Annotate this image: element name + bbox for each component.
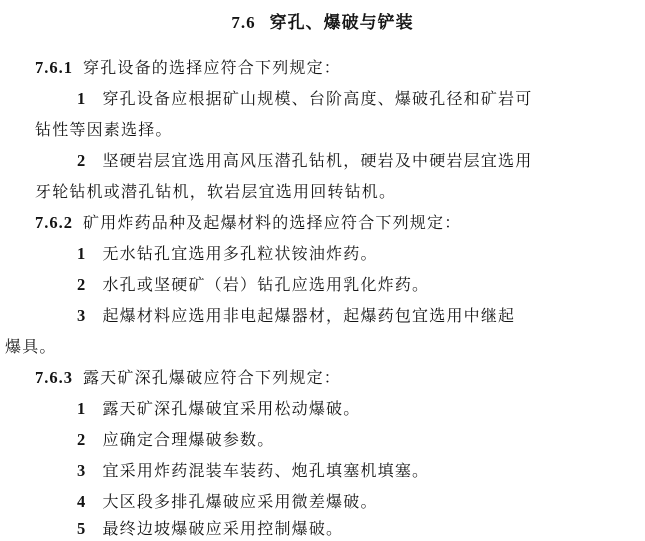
clause-number: 7.6.2: [35, 213, 73, 232]
list-item-continuation: [0, 181, 645, 203]
item-number: 1: [77, 244, 87, 263]
item-number: 4: [77, 492, 87, 511]
list-item: [0, 460, 645, 482]
item-text: 露天矿深孔爆破宜采用松动爆破。: [102, 399, 361, 418]
item-text: 坚硬岩层宜选用高风压潜孔钻机，硬岩及中硬岩层宜选用: [102, 151, 533, 170]
list-item: [0, 518, 645, 540]
item-text: 起爆材料应选用非电起爆器材，起爆药包宜选用中继起: [102, 306, 516, 325]
list-item: [0, 305, 645, 327]
list-item: [0, 274, 645, 296]
list-item: [0, 398, 645, 420]
list-item: [0, 150, 645, 172]
item-text: 宜采用炸药混装车装药、炮孔填塞机填塞。: [102, 461, 430, 480]
item-text: 穿孔设备应根据矿山规模、台阶高度、爆破孔径和矿岩可: [102, 89, 533, 108]
list-item: [0, 491, 645, 513]
clause-number: 7.6.3: [35, 368, 73, 387]
list-item-continuation: [0, 336, 645, 358]
section-title: 穿孔、爆破与铲装: [269, 13, 414, 33]
item-continuation-text: 牙轮钻机或潜孔钻机，软岩层宜选用回转钻机。: [35, 182, 397, 201]
section-number: 7.6: [231, 13, 256, 32]
item-number: 3: [77, 461, 87, 480]
item-number: 2: [77, 275, 87, 294]
item-number: 5: [77, 519, 87, 538]
item-text: 应确定合理爆破参数。: [102, 430, 275, 449]
clause-7-6-3: [0, 367, 645, 389]
clause-text: 穿孔设备的选择应符合下列规定：: [83, 58, 342, 77]
section-heading: [0, 8, 645, 33]
item-text: 大区段多排孔爆破应采用微差爆破。: [102, 492, 378, 511]
item-number: 3: [77, 306, 87, 325]
item-text: 最终边坡爆破应采用控制爆破。: [102, 519, 344, 538]
item-number: 1: [77, 399, 87, 418]
clause-7-6-2: [0, 212, 645, 234]
item-continuation-text: 爆具。: [5, 337, 57, 356]
list-item: [0, 88, 645, 110]
list-item: [0, 243, 645, 265]
item-number: 2: [77, 430, 87, 449]
item-text: 水孔或坚硬矿（岩）钻孔应选用乳化炸药。: [102, 275, 430, 294]
clause-7-6-1: [0, 57, 645, 79]
item-continuation-text: 钻性等因素选择。: [35, 120, 173, 139]
clause-text: 露天矿深孔爆破应符合下列规定：: [83, 368, 342, 387]
list-item: [0, 429, 645, 451]
list-item-continuation: [0, 119, 645, 141]
item-number: 1: [77, 89, 87, 108]
clause-text: 矿用炸药品种及起爆材料的选择应符合下列规定：: [83, 213, 462, 232]
clause-number: 7.6.1: [35, 58, 73, 77]
item-text: 无水钻孔宜选用多孔粒状铵油炸药。: [102, 244, 378, 263]
item-number: 2: [77, 151, 87, 170]
